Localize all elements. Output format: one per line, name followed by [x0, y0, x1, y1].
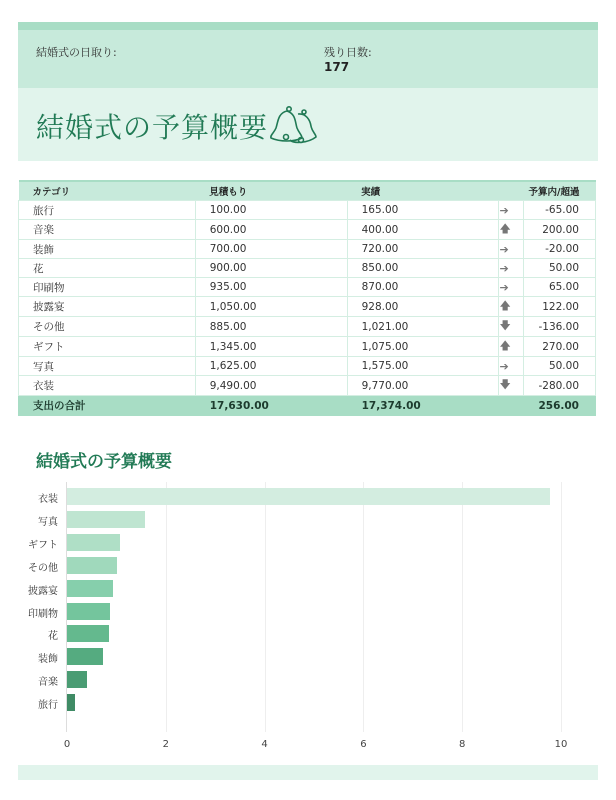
- chart-bar-row: [18, 509, 598, 531]
- actual-cell[interactable]: 9,770.00: [347, 376, 499, 396]
- chart-bar-row: [18, 578, 598, 600]
- chart-bar-row: [18, 532, 598, 554]
- table-row: [19, 201, 596, 220]
- total-label: 支出の合計: [19, 396, 196, 416]
- days-left-label: 残り日数:: [324, 46, 372, 59]
- estimate-cell[interactable]: 885.00: [195, 317, 347, 337]
- trend-arrow-icon: 🡅: [499, 220, 524, 240]
- chart-bar[interactable]: [67, 580, 113, 597]
- estimate-cell[interactable]: 935.00: [195, 278, 347, 297]
- chart-bar[interactable]: [67, 694, 75, 711]
- category-cell[interactable]: その他: [19, 317, 196, 337]
- trend-arrow-icon: 🡅: [499, 337, 524, 357]
- actual-cell[interactable]: 720.00: [347, 240, 499, 259]
- trend-arrow-icon: ➔: [499, 240, 524, 259]
- column-header-category[interactable]: カテゴリ: [19, 181, 196, 201]
- chart-bar[interactable]: [67, 511, 145, 528]
- total-estimate: 17,630.00: [195, 396, 347, 416]
- chart-bar-row: [18, 486, 598, 508]
- chart-bar[interactable]: [67, 603, 110, 620]
- estimate-cell[interactable]: 600.00: [195, 220, 347, 240]
- variance-cell[interactable]: -20.00: [524, 240, 596, 259]
- bar-category-label: 写真: [38, 516, 58, 528]
- x-axis-tick: 8: [459, 739, 466, 750]
- variance-cell[interactable]: 200.00: [524, 220, 596, 240]
- bar-category-label: 旅行: [38, 700, 58, 712]
- trend-arrow-icon: 🡅: [499, 297, 524, 317]
- x-axis-tick: 4: [261, 739, 268, 750]
- estimate-cell[interactable]: 700.00: [195, 240, 347, 259]
- table-row: [19, 240, 596, 259]
- bar-category-label: その他: [28, 562, 58, 574]
- chart-bar[interactable]: [67, 557, 117, 574]
- estimate-cell[interactable]: 1,345.00: [195, 337, 347, 357]
- category-cell[interactable]: 写真: [19, 357, 196, 376]
- table-row: [19, 317, 596, 337]
- actual-cell[interactable]: 1,075.00: [347, 337, 499, 357]
- total-arrow-spacer: [499, 396, 524, 416]
- budget-bar-chart: [18, 480, 598, 760]
- chart-bar-row: [18, 555, 598, 577]
- estimate-cell[interactable]: 9,490.00: [195, 376, 347, 396]
- trend-arrow-icon: ➔: [499, 278, 524, 297]
- category-cell[interactable]: 花: [19, 259, 196, 278]
- chart-bar-row: [18, 669, 598, 691]
- column-header-variance[interactable]: 予算内/超過: [499, 181, 596, 201]
- variance-cell[interactable]: 50.00: [524, 259, 596, 278]
- estimate-cell[interactable]: 100.00: [195, 201, 347, 220]
- table-row: [19, 259, 596, 278]
- trend-arrow-icon: ➔: [499, 201, 524, 220]
- estimate-cell[interactable]: 1,625.00: [195, 357, 347, 376]
- table-row: [19, 357, 596, 376]
- variance-cell[interactable]: -65.00: [524, 201, 596, 220]
- table-row: [19, 278, 596, 297]
- chart-bar-row: [18, 623, 598, 645]
- variance-cell[interactable]: 65.00: [524, 278, 596, 297]
- category-cell[interactable]: 衣装: [19, 376, 196, 396]
- trend-arrow-icon: 🡇: [499, 376, 524, 396]
- estimate-cell[interactable]: 1,050.00: [195, 297, 347, 317]
- x-axis-tick: 0: [63, 739, 71, 750]
- table-row: [19, 297, 596, 317]
- bar-category-label: 印刷物: [28, 608, 58, 620]
- total-actual: 17,374.00: [347, 396, 499, 416]
- budget-table: [18, 180, 596, 416]
- table-row: [19, 337, 596, 357]
- table-header-row: [19, 181, 596, 201]
- category-cell[interactable]: ギフト: [19, 337, 196, 357]
- title-band: [18, 88, 598, 161]
- category-cell[interactable]: 音楽: [19, 220, 196, 240]
- variance-cell[interactable]: -280.00: [524, 376, 596, 396]
- wedding-bells-icon: [268, 104, 328, 146]
- category-cell[interactable]: 装飾: [19, 240, 196, 259]
- chart-bar-row: [18, 692, 598, 714]
- page-title: 結婚式の予算概要: [36, 111, 269, 144]
- bar-category-label: 花: [48, 631, 58, 643]
- column-header-estimate[interactable]: 見積もり: [195, 181, 347, 201]
- wedding-date-label: 結婚式の日取り:: [36, 46, 117, 59]
- days-left-value: 177: [324, 60, 350, 74]
- variance-cell[interactable]: 122.00: [524, 297, 596, 317]
- category-cell[interactable]: 印刷物: [19, 278, 196, 297]
- actual-cell[interactable]: 1,021.00: [347, 317, 499, 337]
- footer-strip: [18, 765, 598, 780]
- total-variance: 256.00: [524, 396, 596, 416]
- actual-cell[interactable]: 870.00: [347, 278, 499, 297]
- actual-cell[interactable]: 1,575.00: [347, 357, 499, 376]
- column-header-actual[interactable]: 実績: [347, 181, 499, 201]
- chart-bar-row: [18, 601, 598, 623]
- variance-cell[interactable]: 50.00: [524, 357, 596, 376]
- x-axis-tick: 6: [360, 739, 367, 750]
- variance-cell[interactable]: -136.00: [524, 317, 596, 337]
- table-row: [19, 220, 596, 240]
- chart-bar[interactable]: [67, 488, 550, 505]
- actual-cell[interactable]: 928.00: [347, 297, 499, 317]
- bar-category-label: 披露宴: [28, 585, 58, 597]
- trend-arrow-icon: 🡇: [499, 317, 524, 337]
- header-top-strip: [18, 22, 598, 30]
- chart-bar-row: [18, 646, 598, 668]
- trend-arrow-icon: ➔: [499, 357, 524, 376]
- actual-cell[interactable]: 165.00: [347, 201, 499, 220]
- x-axis-tick: 10: [554, 739, 568, 750]
- actual-cell[interactable]: 400.00: [347, 220, 499, 240]
- trend-arrow-icon: ➔: [499, 259, 524, 278]
- estimate-cell[interactable]: 900.00: [195, 259, 347, 278]
- variance-cell[interactable]: 270.00: [524, 337, 596, 357]
- chart-title: 結婚式の予算概要: [36, 452, 172, 472]
- chart-bar[interactable]: [67, 534, 120, 551]
- x-axis-tick: 2: [162, 739, 169, 750]
- wedding-info-band: [18, 30, 598, 88]
- chart-bar[interactable]: [67, 625, 109, 642]
- chart-bar[interactable]: [67, 648, 103, 665]
- actual-cell[interactable]: 850.00: [347, 259, 499, 278]
- table-row: [19, 376, 596, 396]
- bar-category-label: 衣装: [38, 494, 58, 505]
- bar-category-label: 音楽: [38, 677, 58, 689]
- category-cell[interactable]: 旅行: [19, 201, 196, 220]
- bar-category-label: 装飾: [38, 654, 58, 666]
- bar-category-label: ギフト: [28, 539, 58, 551]
- category-cell[interactable]: 披露宴: [19, 297, 196, 317]
- total-row: [19, 396, 596, 416]
- chart-bar[interactable]: [67, 671, 87, 688]
